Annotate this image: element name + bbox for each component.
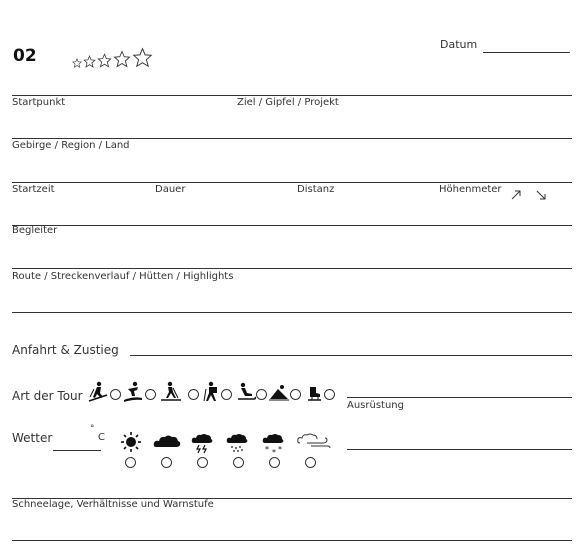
temperature-field[interactable] <box>53 450 101 451</box>
weather-radio-clouds[interactable] <box>161 457 172 468</box>
weather-radio-thunderstorm[interactable] <box>197 457 208 468</box>
svg-text:*: * <box>265 445 269 454</box>
ausruestung-field[interactable] <box>347 397 572 398</box>
ziel-label: Ziel / Gipfel / Projekt <box>237 97 339 108</box>
startpunkt-field[interactable] <box>12 138 572 139</box>
star-icon[interactable] <box>72 58 82 68</box>
star-icon[interactable] <box>83 55 96 68</box>
schneelage-field[interactable] <box>12 540 572 541</box>
ski-touring-icon <box>88 381 108 403</box>
ice-skating-icon <box>305 381 323 403</box>
hiking-icon <box>202 381 220 403</box>
startzeit-field[interactable] <box>12 225 572 226</box>
star-icon[interactable] <box>113 50 131 68</box>
weather-radio-sun[interactable] <box>125 457 136 468</box>
snowshoe-icon <box>268 381 290 403</box>
ausruestung-label: Ausrüstung <box>347 400 404 411</box>
entry-number: 02 <box>13 46 37 66</box>
sun-icon <box>120 431 142 453</box>
dauer-label: Dauer <box>155 184 186 195</box>
arrow-down-right-icon <box>535 186 547 205</box>
begleiter-field[interactable] <box>12 268 572 269</box>
clouds-icon <box>153 432 181 450</box>
weather-radio-rain[interactable] <box>233 457 244 468</box>
route-label: Route / Streckenverlauf / Hütten / Highlights <box>12 271 234 282</box>
route-field[interactable] <box>12 312 572 313</box>
anfahrt-field[interactable] <box>130 355 572 356</box>
weather-radio-wind[interactable] <box>305 457 316 468</box>
tour-radio-cross-country[interactable] <box>188 389 199 400</box>
cross-country-ski-icon <box>160 381 182 403</box>
gebirge-label: Gebirge / Region / Land <box>12 140 130 151</box>
star-icon[interactable] <box>97 53 112 68</box>
sledding-icon <box>236 381 256 403</box>
degree-symbol: ° <box>90 424 95 434</box>
celsius-unit: C <box>98 432 105 443</box>
tour-radio-sledding[interactable] <box>256 389 267 400</box>
datum-field[interactable] <box>483 52 570 53</box>
rain-icon <box>226 432 248 454</box>
arrow-up-right-icon <box>510 186 522 205</box>
rating-stars[interactable] <box>72 47 153 68</box>
startpunkt-label: Startpunkt <box>12 97 66 108</box>
star-icon[interactable] <box>132 47 153 68</box>
svg-text:*: * <box>272 448 276 456</box>
wind-icon <box>297 431 331 449</box>
startzeit-label: Startzeit <box>12 184 55 195</box>
tour-radio-snowshoe[interactable] <box>290 389 301 400</box>
hoehenmeter-label: Höhenmeter <box>439 184 502 195</box>
ausruestung-field-2[interactable] <box>347 449 572 450</box>
tour-radio-hiking[interactable] <box>221 389 232 400</box>
art-der-tour-label: Art der Tour <box>12 389 83 403</box>
datum-label: Datum <box>440 38 478 51</box>
begleiter-label: Begleiter <box>12 225 58 236</box>
tour-radio-snowboard[interactable] <box>145 389 156 400</box>
thunderstorm-icon <box>191 432 213 454</box>
tour-radio-ski-touring[interactable] <box>110 389 121 400</box>
distanz-label: Distanz <box>297 184 335 195</box>
weather-radio-snow[interactable] <box>269 457 280 468</box>
wetter-label: Wetter <box>12 431 53 445</box>
snow-icon <box>262 432 286 456</box>
anfahrt-label: Anfahrt & Zustieg <box>12 343 119 357</box>
snowboard-icon <box>122 381 144 403</box>
divider-top <box>12 95 572 96</box>
schneelage-label: Schneelage, Verhältnisse und Warnstufe <box>12 499 214 510</box>
svg-text:*: * <box>278 445 282 454</box>
gebirge-field[interactable] <box>12 182 572 183</box>
tour-radio-ice-skating[interactable] <box>324 389 335 400</box>
